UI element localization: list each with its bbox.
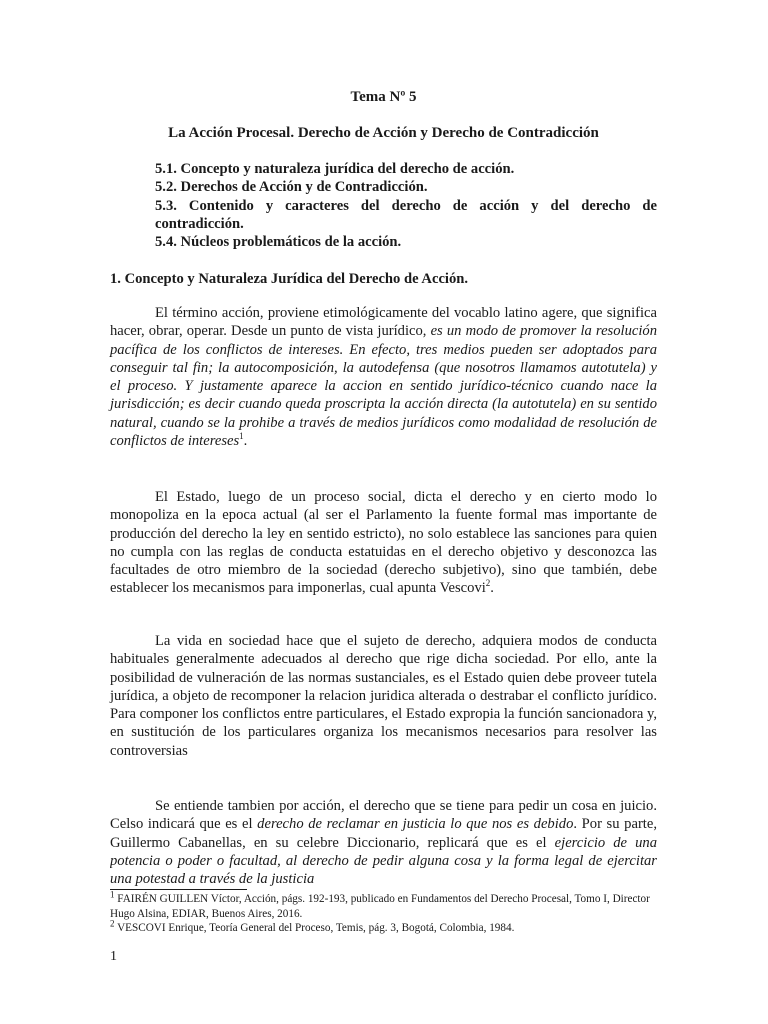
paragraph-1 <box>110 304 657 450</box>
paragraph-italic-text: es un modo de promover la resolución pacífica de los conflictos de intereses. En efecto, tres medios pueden ser adoptados para conseguir tal fin; la autocomposición, la autodefensa (que nosotros llamamos autotutela) y el proceso. Y justamente aparece la accion en sentido jurídico-técnico cuando nace la jurisdicción; es decir cuando queda proscripta la acción directa (la autotutela) en su sentido natural, cuando se la prohibe a través de medios jurídicos como modalidad de resolución de conflictos de intereses <box>110 323 658 450</box>
document-page <box>110 0 657 1024</box>
footnote-text: FAIRÉN GUILLEN Víctor, Acción, págs. 192-193, publicado en Fundamentos del Derecho Procesal, Tomo I, Director Hugo Alsina, EDIAR, Buenos Aires, 2016. <box>110 893 650 920</box>
toc-item: 5.2. Derechos de Acción y de Contradicción. <box>155 179 428 196</box>
paragraph-text: El término acción, proviene etimológicamente del vocablo latino agere, que significa hacer, obrar, operar. Desde un punto de vista jurídico, <box>110 305 657 340</box>
footnote-number: 1 <box>110 889 115 900</box>
toc-item: 5.4. Núcleos problemáticos de la acción. <box>155 234 402 251</box>
footnote <box>110 889 657 921</box>
document-subtitle: La Acción Procesal. Derecho de Acción y Derecho de Contradicción <box>168 125 599 141</box>
paragraph-3: La vida en sociedad hace que el sujeto de derecho, adquiera modos de conducta habituales generalmente adecuados al derecho que rige dicha sociedad. Por ello, ante la posibilidad de vulneración de las normas sustanciales, es el Estado quien debe proveer tutela jurídica, a objeto de recomponer la relacion juridica alterada o destrabar el conflicto jurídico. Para componer los conflictos entre particulares, el Estado expropia la función sancionadora y, en sustitución de los particulares organiza los mecanismos necesarios para resolver las controversias <box>110 633 657 759</box>
paragraph-4 <box>110 797 657 888</box>
footnote-text: VESCOVI Enrique, Teoría General del Proceso, Temis, pág. 3, Bogotá, Colombia, 1984. <box>114 922 515 935</box>
footnote-separator <box>110 889 247 890</box>
paragraph-2 <box>110 488 657 598</box>
toc-item: 5.3. Contenido y caracteres del derecho de acción y del derecho de contradicción. <box>155 197 657 232</box>
section-heading: 1. Concepto y Naturaleza Jurídica del Derecho de Acción. <box>110 271 469 287</box>
paragraph-italic-text: ejercicio de una potencia o poder o facultad, al derecho de pedir alguna cosa y la forma legal de ejercitar una potestad a través de la justicia <box>110 834 657 888</box>
toc-item: 5.1. Concepto y naturaleza jurídica del derecho de acción. <box>155 161 515 177</box>
footnote <box>110 918 657 936</box>
footnote-ref: 2 <box>485 578 491 589</box>
paragraph-text: . <box>490 580 494 597</box>
paragraph-text: Se entiende tambien por acción, el derecho que se tiene para pedir un cosa en juicio. Celso indicará que es el <box>110 798 657 833</box>
footnote-number: 2 <box>110 918 115 929</box>
table-of-contents <box>155 160 657 251</box>
paragraph-text: . Por su parte, Guillermo Cabanellas, en su celebre Diccionario, replicará que es el <box>110 816 657 851</box>
paragraph-italic-text: derecho de reclamar en justicia lo que nos es debido <box>257 816 574 833</box>
footnote-ref: 1 <box>239 431 244 442</box>
paragraph-text: El Estado, luego de un proceso social, dicta el derecho y en cierto modo lo monopoliza en la epoca actual (al ser el Parlamento la fuente formal mas importante de producción del derecho la ley en sentido estricto), no solo establece las sanciones para quien no cumpla con las reglas de conducta estatuidas en el derecho objetivo y desconozca las facultades de otro miembro de la sociedad (derecho subjetivo), sino que también, debe establecer los mecanismos para imponerlas, cual apunta Vescovi <box>110 489 657 597</box>
footnotes <box>110 889 657 936</box>
paragraph-text: . <box>243 433 248 450</box>
page-number: 1 <box>110 949 117 964</box>
document-title: Tema Nº 5 <box>350 89 417 105</box>
